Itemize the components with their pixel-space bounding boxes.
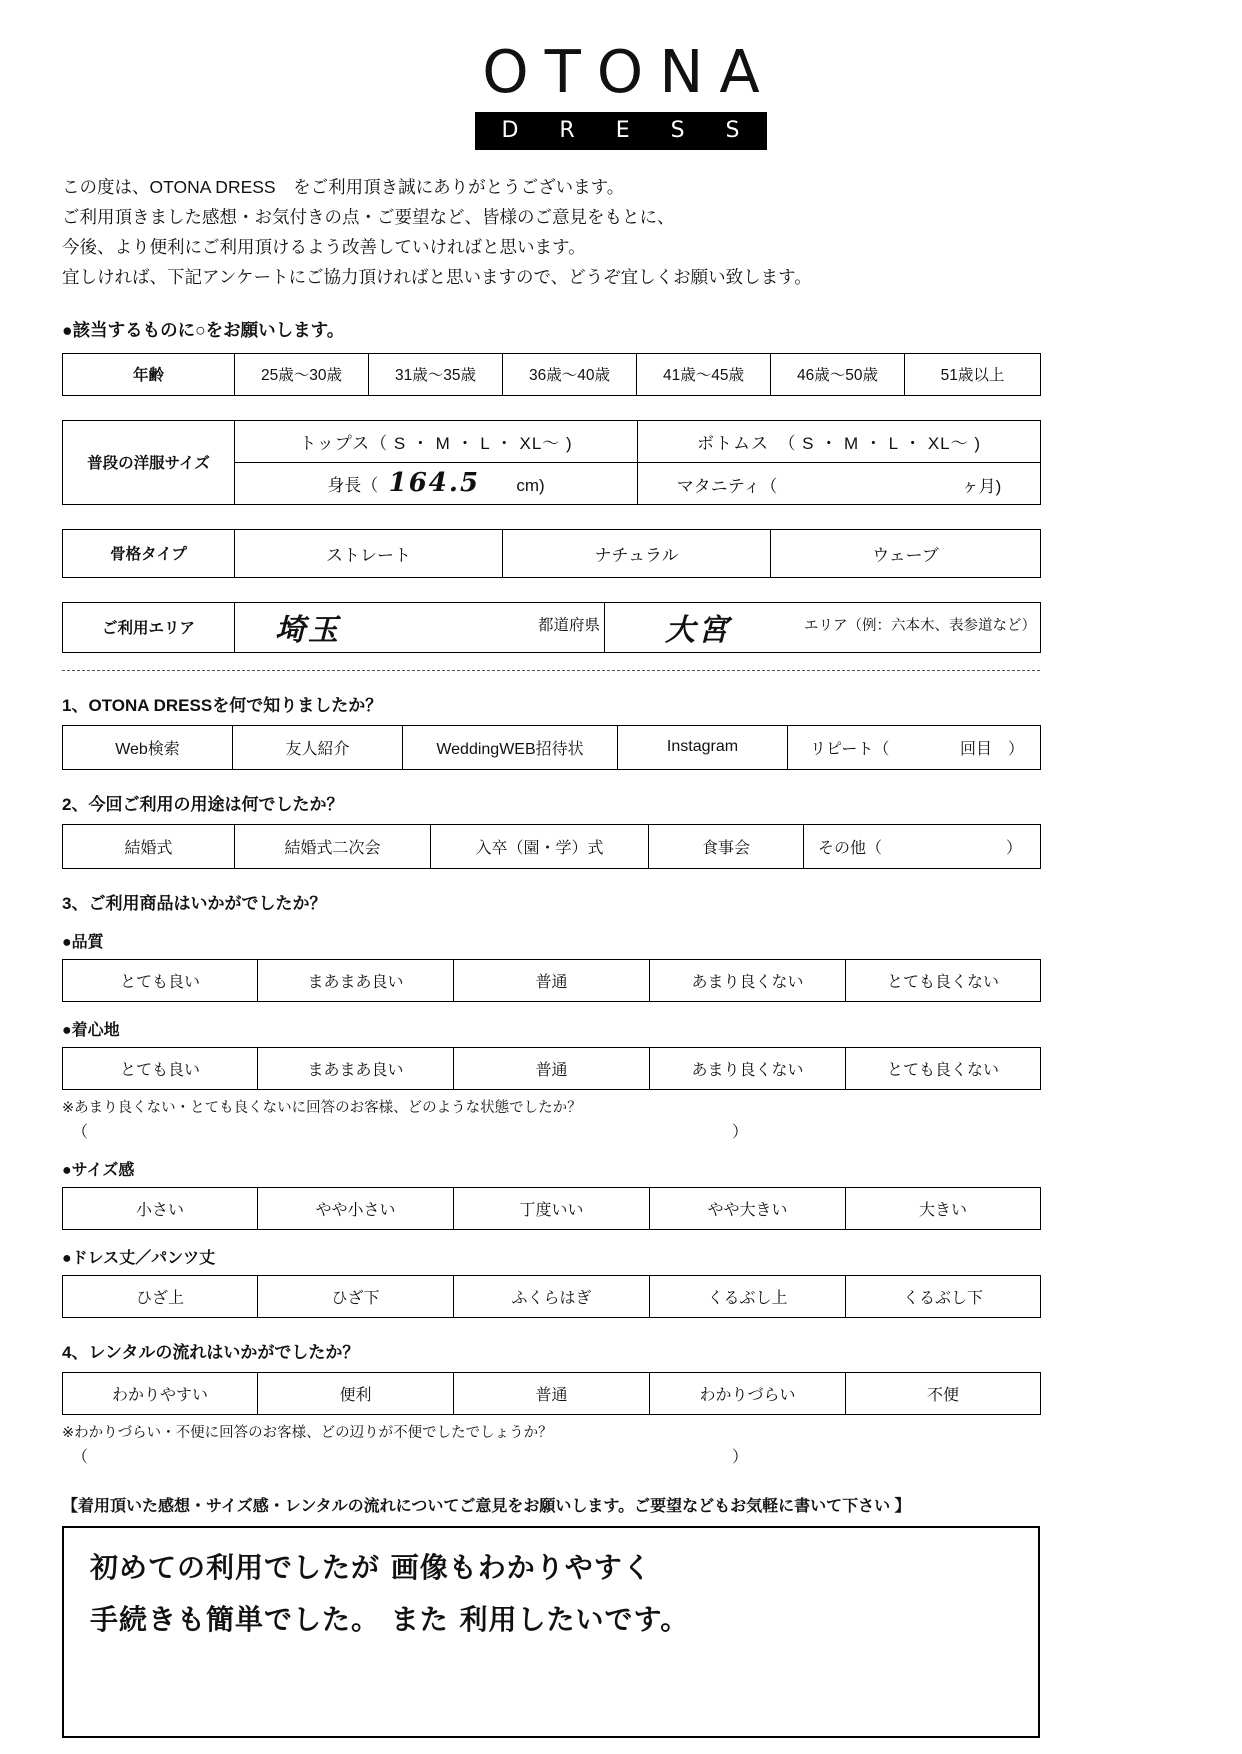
q4-option-1[interactable]: 便利: [258, 1372, 454, 1414]
q4-table: [62, 1372, 1041, 1415]
fit-option-4[interactable]: 大きい: [846, 1187, 1041, 1229]
fit-option-0[interactable]: 小さい: [63, 1187, 258, 1229]
comfort-option-4[interactable]: とても良くない: [846, 1047, 1041, 1089]
fit-option-3[interactable]: やや大きい: [650, 1187, 846, 1229]
q4-option-2[interactable]: 普通: [454, 1372, 650, 1414]
q3-comfort-label: ●着心地: [62, 1021, 120, 1039]
age-option-0[interactable]: 25歳～30歳: [235, 353, 369, 395]
comfort-note-open: （: [72, 1123, 89, 1141]
length-option-1[interactable]: ひざ下: [258, 1275, 454, 1317]
height-field[interactable]: [235, 462, 638, 504]
q2-option-3[interactable]: 食事会: [649, 824, 804, 868]
q2-table: [62, 824, 1041, 869]
q3-title: 3、ご利用商品はいかがでしたか？: [62, 893, 327, 913]
q1-option-3[interactable]: Instagram: [618, 725, 788, 769]
comment-line-1: 初めての利用でしたが 画像もわかりやすく: [90, 1550, 652, 1584]
q3-comfort-table: [62, 1047, 1041, 1090]
height-label: 身長（: [327, 476, 379, 496]
intro-line-2: ご利用頂きました感想・お気付きの点・ご要望など、皆様のご意見をもとに、: [62, 207, 675, 228]
fit-option-1[interactable]: やや小さい: [258, 1187, 454, 1229]
age-option-2[interactable]: 36歳～40歳: [503, 353, 637, 395]
frame-type-table: [62, 529, 1041, 578]
table-row: [63, 1372, 1041, 1414]
age-table: [62, 353, 1041, 396]
size-label: 普段の洋服サイズ: [63, 420, 235, 504]
q3-quality-label: ●品質: [62, 933, 104, 951]
table-row: [63, 725, 1041, 769]
q1-repeat-suffix: 回目 ）: [959, 740, 1024, 758]
q1-option-1[interactable]: 友人紹介: [233, 725, 403, 769]
quality-option-1[interactable]: まあまあ良い: [258, 959, 454, 1001]
comfort-option-2[interactable]: 普通: [454, 1047, 650, 1089]
instruction-text: ●該当するものに○をお願いします。: [62, 319, 345, 340]
age-option-5[interactable]: 51歳以上: [905, 353, 1041, 395]
height-unit: cm): [516, 476, 545, 496]
comfort-note-input[interactable]: [72, 1119, 1242, 1142]
q2-option-0[interactable]: 結婚式: [63, 824, 235, 868]
table-row: [63, 420, 1041, 462]
area-label: ご利用エリア: [63, 602, 235, 652]
intro-line-4: 宜しければ、下記アンケートにご協力頂ければと思いますので、どうぞ宜しくお願い致します。: [62, 267, 812, 288]
q1-option-0[interactable]: Web検索: [63, 725, 233, 769]
q4-note: ※わかりづらい・不便に回答のお客様、どの辺りが不便でしたでしょうか？: [62, 1424, 553, 1441]
comment-box[interactable]: [62, 1526, 1040, 1738]
length-option-4[interactable]: くるぶし下: [846, 1275, 1041, 1317]
q3-quality-table: [62, 959, 1041, 1002]
table-row: [63, 824, 1041, 868]
table-row: [63, 1275, 1041, 1317]
q2-option-2[interactable]: 入卒（園・学）式: [431, 824, 649, 868]
table-row: [63, 1047, 1041, 1089]
maternity-value: [782, 469, 902, 498]
q1-option-2[interactable]: WeddingWEB招待状: [403, 725, 618, 769]
comment-heading: 【着用頂いた感想・サイズ感・レンタルの流れについてご意見をお願いします。ご要望などもお気軽に書いて下さい 】: [62, 1497, 911, 1515]
maternity-label: マタニティ（: [676, 476, 778, 496]
q4-title: 4、レンタルの流れはいかがでしたか？: [62, 1342, 360, 1362]
table-row: [63, 959, 1041, 1001]
comfort-note: ※あまり良くない・とても良くないに回答のお客様、どのような状態でしたか？: [62, 1099, 582, 1116]
table-row: [63, 529, 1041, 577]
quality-option-3[interactable]: あまり良くない: [650, 959, 846, 1001]
q2-other-suffix: ）: [1005, 839, 1022, 857]
q1-table: [62, 725, 1041, 770]
frame-option-2[interactable]: ウェーブ: [771, 529, 1041, 577]
intro-line-3: 今後、より便利にご利用頂けるよう改善していければと思います。: [62, 237, 586, 258]
prefecture-hint: 都道府県: [537, 617, 600, 635]
q2-other-field[interactable]: [804, 824, 1041, 868]
frame-option-0[interactable]: ストレート: [235, 529, 503, 577]
q4-option-3[interactable]: わかりづらい: [650, 1372, 846, 1414]
q3-fit-table: [62, 1187, 1041, 1230]
comfort-option-1[interactable]: まあまあ良い: [258, 1047, 454, 1089]
maternity-unit: ヶ月): [961, 476, 1002, 496]
maternity-field[interactable]: [638, 462, 1041, 504]
intro-paragraph: [62, 172, 1242, 292]
quality-option-2[interactable]: 普通: [454, 959, 650, 1001]
q4-option-4[interactable]: 不便: [846, 1372, 1041, 1414]
area-field[interactable]: [605, 602, 1041, 652]
q4-option-0[interactable]: わかりやすい: [63, 1372, 258, 1414]
table-row: [63, 353, 1041, 395]
q4-note-close: ）: [732, 1448, 749, 1466]
intro-line-1: この度は、OTONA DRESS をご利用頂き誠にありがとうございます。: [62, 177, 625, 198]
comment-line-2: 手続きも簡単でした。 また 利用したいです。: [90, 1602, 690, 1636]
age-option-3[interactable]: 41歳～45歳: [637, 353, 771, 395]
brand-subtitle: D R E S S: [475, 112, 766, 150]
comfort-note-close: ）: [732, 1123, 749, 1141]
q1-repeat-field[interactable]: [788, 725, 1041, 769]
q2-option-1[interactable]: 結婚式二次会: [235, 824, 431, 868]
q3-length-table: [62, 1275, 1041, 1318]
q1-repeat-label: リピート（: [810, 740, 890, 758]
height-value: 164.5: [388, 468, 481, 499]
area-value: 大宮: [665, 613, 731, 649]
q2-title: 2、今回ご利用の用途は何でしたか？: [62, 794, 344, 814]
table-row: [63, 602, 1041, 652]
tops-size-options[interactable]: トップス（ S ・ M ・ L ・ XL～ ): [235, 420, 638, 462]
q1-title: 1、OTONA DRESSを何で知りましたか？: [62, 695, 383, 715]
comfort-option-0[interactable]: とても良い: [63, 1047, 258, 1089]
length-option-3[interactable]: くるぶし上: [650, 1275, 846, 1317]
usage-area-table: [62, 602, 1041, 653]
quality-option-0[interactable]: とても良い: [63, 959, 258, 1001]
prefecture-field[interactable]: [235, 602, 605, 652]
prefecture-value: 埼玉: [275, 613, 341, 649]
brand-logo: [0, 0, 1242, 150]
clothing-size-table: [62, 420, 1041, 505]
quality-option-4[interactable]: とても良くない: [846, 959, 1041, 1001]
q4-note-input[interactable]: [72, 1444, 1242, 1467]
age-option-1[interactable]: 31歳～35歳: [369, 353, 503, 395]
q2-other-label: その他（: [818, 839, 883, 857]
area-hint: エリア（例：六本木、表参道など）: [804, 618, 1036, 635]
brand-name: OTONA: [482, 37, 776, 106]
q4-note-open: （: [72, 1448, 89, 1466]
q3-length-label: ●ドレス丈／パンツ丈: [62, 1249, 216, 1267]
table-row: [63, 1187, 1041, 1229]
age-label: 年齢: [63, 353, 235, 395]
length-option-2[interactable]: ふくらはぎ: [454, 1275, 650, 1317]
frame-label: 骨格タイプ: [63, 529, 235, 577]
bottoms-size-options[interactable]: ボトムス （ S ・ M ・ L ・ XL～ ): [638, 420, 1041, 462]
q3-fit-label: ●サイズ感: [62, 1161, 135, 1179]
age-option-4[interactable]: 46歳～50歳: [771, 353, 905, 395]
fit-option-2[interactable]: 丁度いい: [454, 1187, 650, 1229]
frame-option-1[interactable]: ナチュラル: [503, 529, 771, 577]
comfort-option-3[interactable]: あまり良くない: [650, 1047, 846, 1089]
length-option-0[interactable]: ひざ上: [63, 1275, 258, 1317]
section-divider: [62, 670, 1040, 671]
